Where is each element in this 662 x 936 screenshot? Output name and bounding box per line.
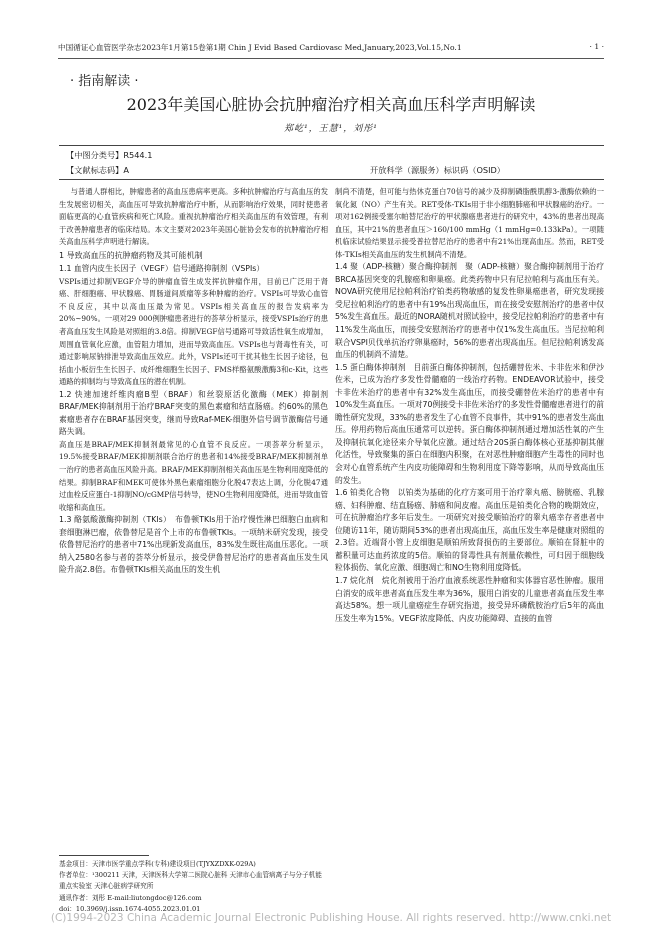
section-heading: 1.1 血管内皮生长因子（VEGF）信号通路抑制剂（VSPIs） — [59, 264, 265, 274]
paragraph: 高血压是BRAF/MEK抑制剂最常见的心血管不良反应。一项荟萃分析显示，19.5%接受BRAF/MEK抑制剂联合治疗的患者和14%接受BRAF/MEK抑制剂单一治疗的患者高血压风险升高。BRAF/MEK抑制剂相关高血压是生物利用度降低的结果。抑制BRAF和MEK可使体外黑色素瘤细胞分化脱47表达上调，分化脱47通过血栓反应蛋白-1抑制NO/cGMP信号转导，使NO生物利用度降低，进而导致血管收缩和高血压。 — [59, 439, 328, 512]
paragraph: 与普通人群相比，肿瘤患者的高血压患病率更高。多种抗肿瘤治疗与高血压的发生发展密切相关，高血压可导致抗肿瘤治疗中断，从而影响治疗效果，同时使患者面临更高的心血管疾病和死亡风险。重视抗肿瘤治疗相关高血压的有效管理，有利于改善肿瘤患者的临床结局。本文主要对2023年美国心脏协会发布的抗肿瘤治疗相关高血压科学声明进行解读。 — [59, 187, 328, 247]
copyright-footer: (C)1994-2023 China Academic Journal Electronic Publishing House. All rights reserved. http://www.cnki.net — [50, 912, 612, 924]
paragraph: 制尚不清楚，但可能与热休克蛋白70信号的减少及抑制磷脂酰肌醇3-激酶依赖的一氧化氮（NO）产生有关。RET受体-TKIs用于非小细胞肺癌和甲状腺癌的治疗。一项对162例接受塞尔帕替尼治疗的甲状腺癌患者进行的研究中，43%的患者出现高血压，其中21%的患者血压＞160/100 mmHg（1 mmHg=0.133kPa）。一项随机临床试验结果显示接受普拉替尼治疗的患者中有21%出现高血压。然而，RET受体-TKIs相关高血压的发生机制尚不清楚。 — [335, 187, 604, 259]
right-column — [335, 186, 604, 625]
left-column — [59, 186, 336, 577]
section-heading: 1.5 蛋白酶体抑制剂 目前蛋白酶体抑制剂，包括硼替佐米、卡非佐米和伊沙佐米，已成为治疗多发性骨髓瘤的一线治疗药物。ENDEAVOR试验中，接受卡非佐米治疗的患者中有32%发生高血压，而接受硼替佐米治疗的患者中有10%发生高血压。一项对70例接受卡非佐米治疗的多发性骨髓瘤患者进行的前瞻性研究发现，33%的患者发生了心血管不良事件，其中91%的患者发生高血压。停用药物后高血压通常可以逆转。蛋白酶体抑制剂通过增加活性氧的产生及抑制抗氧化途径来介导氧化应激。通过结合20S蛋白酶体核心亚基抑制其催化活性，导致聚集的蛋白在细胞内积聚，在对恶性肿瘤细胞产生毒性的同时也会对心血管系统产生内皮功能障碍和生物利用度下降等影响，从而导致高血压的发生。 — [335, 362, 604, 485]
doc-code: 【文献标志码】A — [66, 165, 129, 175]
paragraph: VSPIs通过抑制VEGF介导的肿瘤血管生成发挥抗肿瘤作用，目前已广泛用于肾癌、肝细胞癌、甲状腺癌、胃肠道间质瘤等多种肿瘤的治疗。VSPIs可导致心血管不良反应，其中以高血压最为常见。VSPIs相关高血压的报告发病率为20%~90%。一项对29 000例肿瘤患者进行的荟萃分析显示，接受VSPIs治疗的患者高血压发生风险是对照组的3.8倍。抑制VEGF信号通路可导致活性氧生成增加，周围血管氧化应激，血管阻力增加，进而导致高血压。VSPIs也与肾毒性有关，可通过影响尿钠排泄导致高血压效应。此外，VSPIs还可干扰其他生长因子途径，包括血小板衍生生长因子、成纤维细胞生长因子、FMS样酪氨酸激酶3和c-Kit，这些通路的抑制均与导致高血压的潜在机制。 — [59, 276, 328, 387]
section-heading: 1.2 快速加速纤维肉瘤B型（BRAF）和丝裂原活化激酶（MEK）抑制剂 BRAF/MEK抑制剂用于治疗BRAF突变的黑色素瘤和结直肠癌。约60%的黑色素瘤患者存在BRAF基因突变，继而导致Raf-MEK-细胞外信号调节激酶信号通路失调。 — [59, 389, 336, 437]
footnote-line: doi：10.3969/j.issn.1674-4055.2023.01.01 — [59, 904, 201, 913]
authors: 郑屹¹，王慧¹，刘彤¹ — [284, 124, 378, 134]
footnote-line: 基金项目：天津市医学重点学科(专科)建设项目(TJYXZDXK-029A) — [59, 860, 256, 868]
column-name: · 指南解读 · — [70, 74, 139, 89]
meta-top-rule — [59, 145, 604, 146]
clc-number: 【中图分类号】R544.1 — [66, 150, 153, 160]
section-heading: 1.4 聚（ADP-核糖）聚合酶抑制剂 聚（ADP-核糖）聚合酶抑制剂用于治疗BRCA基因突变的乳腺癌和卵巢癌。此类药物中只有尼拉帕利与高血压有关。NOVA研究使用尼拉帕利治疗铂类药物敏感的复发性卵巢癌患者，研究发现接受尼拉帕利治疗的患者中有19%出现高血压，而在接受安慰剂治疗的患者中仅5%发生高血压。最近的NORA随机对照试验中，接受尼拉帕利治疗的患者中有11%发生高血压，而接受安慰剂治疗的患者中仅1%发生高血压。当尼拉帕利联合VSPI贝伐单抗治疗卵巢癌时，56%的患者出现高血压。但尼拉帕利诱发高血压的机制尚不清楚。 — [335, 262, 604, 360]
meta-bottom-rule — [59, 179, 604, 180]
footnote-rule — [59, 855, 149, 856]
footnote-line: 作者单位：¹300211 天津，天津医科大学第二医院心脏科 天津市心血管病离子与分子机能重点实验室 天津心脏病学研究所 — [59, 871, 322, 891]
journal-info: 中国循证心血管医学杂志2023年1月第15卷第1期 Chin J Evid Based Cardiovasc Med,January,2023,Vol.15,No.1 — [58, 43, 462, 52]
footnotes — [59, 859, 328, 915]
header-rule — [58, 58, 604, 59]
section-heading: 1.7 烷化剂 烷化剂被用于治疗血液系统恶性肿瘤和实体器官恶性肿瘤。服用白消安的成年患者高血压发生率为36%，服用白消安的儿童患者高血压发生率高达58%。想一项儿童癌症生存研究指道，接受异环磷酰胺治疗后5年的高血压发生率为15%。VEGF浓度降低、内皮功能障碍、直接的血管 — [335, 575, 604, 623]
section-heading: 1 导致高血压的抗肿瘤药物及其可能机制 — [59, 250, 203, 260]
osid-label: 开放科学（源服务）标识码（OSID） — [370, 165, 505, 175]
footnote-line: 通讯作者：刘彤 E-mail:liutongdoc@126.com — [59, 893, 202, 902]
page-number: · 1 · — [589, 42, 604, 51]
section-heading: 1.3 酪氨酸激酶抑制剂（TKIs） 布鲁顿TKIs用于治疗慢性淋巴细胞白血病和套细胞淋巴瘤，依鲁替尼是首个上市的布鲁顿TKIs。一项纳米研究发现，接受依鲁替尼治疗的患者中71%出现新发高血压，83%发生既往高血压恶化。一项纳入2580名参与者的荟萃分析显示，接受伊鲁替尼治疗的患者高血压发生风险升高2.8倍。布鲁顿TKIs相关高血压的发生机 — [59, 515, 328, 575]
running-header — [58, 42, 604, 56]
section-heading: 1.6 铂类化合物 以铂类为基础的化疗方案可用于治疗睾丸癌、膀胱癌、乳腺癌、妇科肿瘤、结直肠癌、肺癌和间皮瘤。高血压是铂类化合物的晚期效应，可在抗肿瘤治疗多年后发生。一项研究对接受顺铂治疗的睾丸癌幸存者患者中位随访11年，随访期间53%的患者出现高血压，高血压发生率是健康对照组的2.3倍。近端肾小管上皮细胞是顺铂所致肾损伤的主要部位。顺铂在肾脏中的蓄积量可达血药浓度的5倍。顺铂的肾毒性具有剂量依赖性，可归因于细胞线粒体损伤、氧化应激、细胞凋亡和NO生物利用度降低。 — [335, 488, 604, 573]
article-title: 2023年美国心脏协会抗肿瘤治疗相关高血压科学声明解读 — [126, 95, 536, 114]
